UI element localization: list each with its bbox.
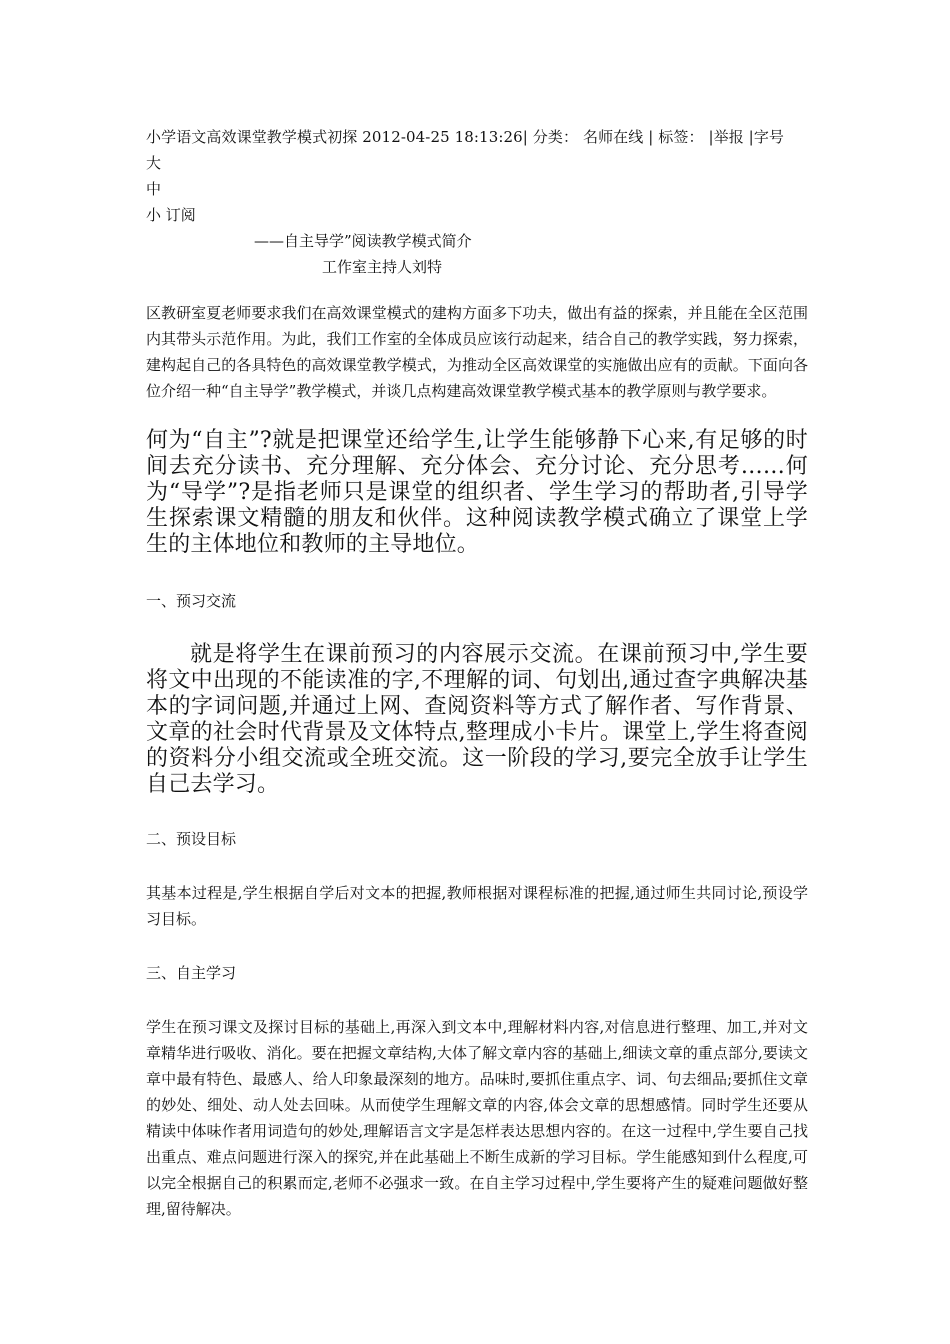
section-heading-autonomous-learning: 三、自主学习 xyxy=(146,964,237,982)
intro-paragraph: 区教研室夏老师要求我们在高效课堂模式的建构方面多下功夫，做出有益的探索，并且能在全区范围内其带头示范作用。为此，我们工作室的全体成员应该行动起来，结合自己的教学实践，努力探索，建构起自己的各具特色的高效课堂教学模式，为推动全区高效课堂的实施做出应有的贡献。下面向各位介绍一种“自主导学”教学模式，并谈几点构建高效课堂教学模式基本的教学原则与教学要求。 xyxy=(146,304,808,400)
font-size-small-subscribe-link[interactable]: 小 订阅 xyxy=(146,206,196,224)
section-body-autonomous-learning: 学生在预习课文及探讨目标的基础上,再深入到文本中,理解材料内容,对信息进行整理、加工,并对文章精华进行吸收、消化。要在把握文章结构,大体了解文章内容的基础上,细读文章的重点部分,要读文章中最有特色、最感人、给人印象最深刻的地方。品味时,要抓住重点字、词、句去细品;要抓住文章的妙处、细处、动人处去回味。从而使学生理解文章的内容,体会文章的思想感情。同时学生还要从精读中体味作者用词造句的妙处,理解语言文字是怎样表达思想内容的。在这一过程中,学生要自己找出重点、难点问题进行深入的探究,并在此基础上不断生成新的学习目标。学生能感知到什么程度,可以完全根据自己的积累而定,老师不必强求一致。在自主学习过程中,学生要将产生的疑难问题做好整理,留待解决。 xyxy=(146,1018,808,1218)
article-author: 工作室主持人刘特 xyxy=(322,258,443,276)
section-body-preset-goals: 其基本过程是,学生根据自学后对文本的把握,教师根据对课程标准的把握,通过师生共同讨论,预设学习目标。 xyxy=(146,884,808,928)
section-body-preview-exchange: 就是将学生在课前预习的内容展示交流。在课前预习中,学生要将文中出现的不能读准的字,不理解的词、句划出,通过查字典解决基本的字词问题,并通过上网、查阅资料等方式了解作者、写作背景、文章的社会时代背景及文体特点,整理成小卡片。课堂上,学生将查阅的资料分小组交流或全班交流。这一阶段的学习,要完全放手让学生自己去学习。 xyxy=(146,642,808,797)
font-size-large-link[interactable]: 大 xyxy=(146,154,162,172)
section-heading-preset-goals: 二、预设目标 xyxy=(146,830,237,848)
font-size-medium-link[interactable]: 中 xyxy=(146,180,162,198)
definition-paragraph: 何为“自主”?就是把课堂还给学生,让学生能够静下心来,有足够的时间去充分读书、充分理解、充分体会、充分讨论、充分思考……何为“导学”?是指老师只是课堂的组织者、学生学习的帮助者,引导学生探索课文精髓的朋友和伙伴。这种阅读教学模式确立了课堂上学生的主体地位和教师的主导地位。 xyxy=(146,428,808,557)
article-subtitle: ——自主导学”阅读教学模式简介 xyxy=(254,232,472,250)
article-meta-line: 小学语文高效课堂教学模式初探 2012-04-25 18:13:26| 分类： 名师在线 | 标签： |举报 |字号 xyxy=(146,128,785,146)
section-heading-preview-exchange: 一、预习交流 xyxy=(146,592,237,610)
font-size-options xyxy=(146,150,808,228)
document-content xyxy=(146,124,808,1222)
